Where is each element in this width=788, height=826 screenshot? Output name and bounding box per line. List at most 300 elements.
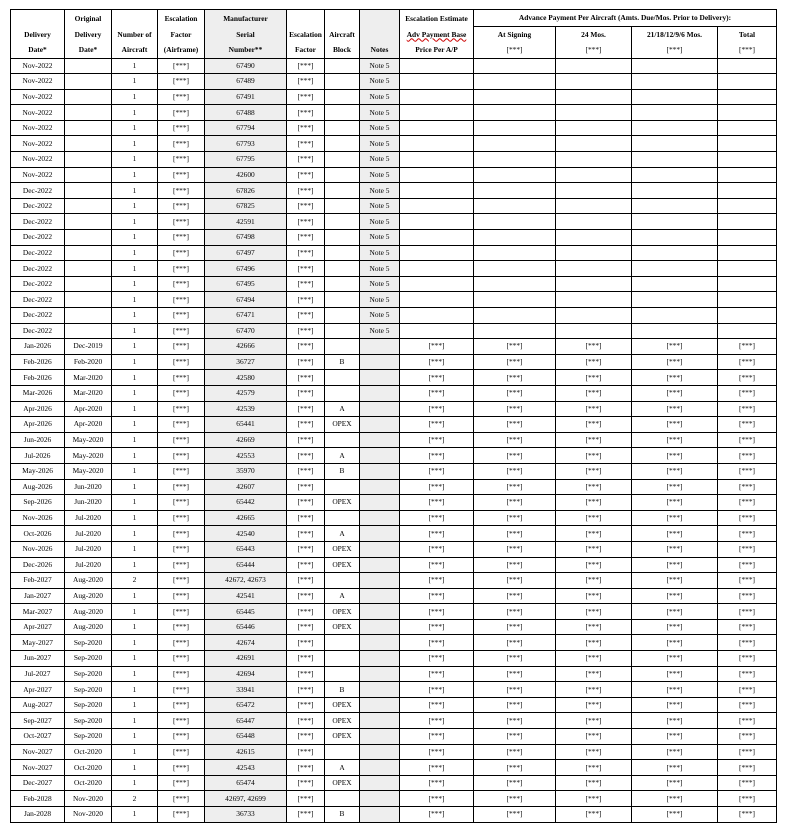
cell-total: [***] bbox=[718, 541, 777, 557]
header-msn-2: Serial bbox=[205, 26, 287, 42]
cell-24-mos: [***] bbox=[556, 479, 632, 495]
cell-escalation-factor: [***] bbox=[287, 74, 325, 90]
cell-24-mos: [***] bbox=[556, 775, 632, 791]
cell-24-mos: [***] bbox=[556, 385, 632, 401]
cell-notes: Note 5 bbox=[360, 152, 400, 168]
cell-24-mos: [***] bbox=[556, 370, 632, 386]
cell-serial-number: 42615 bbox=[205, 744, 287, 760]
cell-escalation-factor-airframe: [***] bbox=[158, 760, 205, 776]
cell-escalation-factor: [***] bbox=[287, 167, 325, 183]
cell-adv-payment-base-price: [***] bbox=[400, 432, 474, 448]
cell-escalation-factor-airframe: [***] bbox=[158, 152, 205, 168]
cell-delivery-date: Dec-2022 bbox=[11, 308, 65, 324]
cell-notes bbox=[360, 791, 400, 807]
cell-at-signing: [***] bbox=[474, 354, 556, 370]
cell-delivery-date: Nov-2022 bbox=[11, 136, 65, 152]
cell-notes bbox=[360, 557, 400, 573]
cell-serial-number: 65446 bbox=[205, 619, 287, 635]
cell-original-delivery-date bbox=[65, 105, 112, 121]
cell-aircraft-block: A bbox=[325, 588, 360, 604]
delivery-schedule-table-container bbox=[10, 9, 777, 823]
table-row bbox=[11, 713, 777, 729]
cell-escalation-factor-airframe: [***] bbox=[158, 510, 205, 526]
cell-delivery-date: Apr-2027 bbox=[11, 619, 65, 635]
cell-escalation-factor: [***] bbox=[287, 666, 325, 682]
cell-adv-payment-base-price bbox=[400, 230, 474, 246]
cell-original-delivery-date: Mar-2020 bbox=[65, 385, 112, 401]
header-escalation-3: Factor bbox=[287, 42, 325, 58]
cell-number-of-aircraft: 1 bbox=[112, 105, 158, 121]
cell-notes: Note 5 bbox=[360, 136, 400, 152]
cell-escalation-factor: [***] bbox=[287, 697, 325, 713]
cell-adv-payment-base-price: [***] bbox=[400, 682, 474, 698]
cell-at-signing: [***] bbox=[474, 463, 556, 479]
cell-at-signing bbox=[474, 292, 556, 308]
cell-original-delivery-date bbox=[65, 120, 112, 136]
cell-delivery-date: Jul-2026 bbox=[11, 448, 65, 464]
cell-at-signing: [***] bbox=[474, 401, 556, 417]
cell-original-delivery-date: May-2020 bbox=[65, 432, 112, 448]
cell-escalation-factor-airframe: [***] bbox=[158, 214, 205, 230]
cell-notes bbox=[360, 635, 400, 651]
header-delivery-date-1 bbox=[11, 10, 65, 27]
cell-delivery-date: Sep-2026 bbox=[11, 495, 65, 511]
cell-aircraft-block bbox=[325, 385, 360, 401]
cell-24-mos bbox=[556, 58, 632, 74]
cell-original-delivery-date bbox=[65, 183, 112, 199]
cell-delivery-date: Nov-2026 bbox=[11, 541, 65, 557]
cell-aircraft-block: A bbox=[325, 401, 360, 417]
cell-delivery-date: Jun-2027 bbox=[11, 651, 65, 667]
cell-escalation-factor: [***] bbox=[287, 588, 325, 604]
cell-serial-number: 65443 bbox=[205, 541, 287, 557]
cell-21-18-12-9-6-mos: [***] bbox=[632, 495, 718, 511]
cell-total: [***] bbox=[718, 510, 777, 526]
cell-24-mos: [***] bbox=[556, 339, 632, 355]
table-row bbox=[11, 682, 777, 698]
cell-total: [***] bbox=[718, 432, 777, 448]
cell-adv-payment-base-price bbox=[400, 214, 474, 230]
cell-total: [***] bbox=[718, 370, 777, 386]
cell-escalation-factor: [***] bbox=[287, 791, 325, 807]
cell-adv-payment-base-price bbox=[400, 198, 474, 214]
cell-number-of-aircraft: 1 bbox=[112, 510, 158, 526]
table-row bbox=[11, 588, 777, 604]
cell-21-18-12-9-6-mos: [***] bbox=[632, 682, 718, 698]
cell-delivery-date: May-2026 bbox=[11, 463, 65, 479]
cell-serial-number: 65444 bbox=[205, 557, 287, 573]
cell-total bbox=[718, 183, 777, 199]
cell-21-18-12-9-6-mos: [***] bbox=[632, 807, 718, 823]
cell-adv-payment-base-price bbox=[400, 323, 474, 339]
cell-aircraft-block: OPEX bbox=[325, 775, 360, 791]
cell-adv-payment-base-price: [***] bbox=[400, 339, 474, 355]
cell-delivery-date: Feb-2028 bbox=[11, 791, 65, 807]
cell-at-signing bbox=[474, 198, 556, 214]
cell-total: [***] bbox=[718, 619, 777, 635]
cell-escalation-factor: [***] bbox=[287, 308, 325, 324]
cell-adv-payment-base-price: [***] bbox=[400, 479, 474, 495]
cell-24-mos: [***] bbox=[556, 588, 632, 604]
cell-24-mos: [***] bbox=[556, 541, 632, 557]
cell-21-18-12-9-6-mos: [***] bbox=[632, 463, 718, 479]
cell-21-18-12-9-6-mos: [***] bbox=[632, 510, 718, 526]
cell-delivery-date: Nov-2027 bbox=[11, 760, 65, 776]
cell-total bbox=[718, 105, 777, 121]
table-row bbox=[11, 167, 777, 183]
cell-at-signing bbox=[474, 136, 556, 152]
cell-escalation-factor-airframe: [***] bbox=[158, 432, 205, 448]
cell-escalation-factor: [***] bbox=[287, 401, 325, 417]
cell-24-mos bbox=[556, 120, 632, 136]
cell-aircraft-block: B bbox=[325, 807, 360, 823]
cell-serial-number: 65447 bbox=[205, 713, 287, 729]
cell-original-delivery-date: Dec-2019 bbox=[65, 339, 112, 355]
cell-escalation-factor-airframe: [***] bbox=[158, 448, 205, 464]
cell-serial-number: 67494 bbox=[205, 292, 287, 308]
table-row bbox=[11, 417, 777, 433]
cell-original-delivery-date: Oct-2020 bbox=[65, 744, 112, 760]
header-delivery-date-2: Delivery bbox=[11, 26, 65, 42]
cell-escalation-factor: [***] bbox=[287, 183, 325, 199]
cell-serial-number: 42543 bbox=[205, 760, 287, 776]
table-row bbox=[11, 89, 777, 105]
cell-total: [***] bbox=[718, 682, 777, 698]
cell-total: [***] bbox=[718, 479, 777, 495]
cell-at-signing: [***] bbox=[474, 385, 556, 401]
cell-escalation-factor: [***] bbox=[287, 261, 325, 277]
cell-total: [***] bbox=[718, 807, 777, 823]
cell-aircraft-block: OPEX bbox=[325, 729, 360, 745]
cell-21-18-12-9-6-mos bbox=[632, 230, 718, 246]
table-row bbox=[11, 775, 777, 791]
header-escalation-airframe-3: (Airframe) bbox=[158, 42, 205, 58]
cell-serial-number: 42691 bbox=[205, 651, 287, 667]
cell-24-mos bbox=[556, 276, 632, 292]
cell-aircraft-block bbox=[325, 292, 360, 308]
cell-adv-payment-base-price: [***] bbox=[400, 526, 474, 542]
cell-escalation-factor: [***] bbox=[287, 463, 325, 479]
cell-notes: Note 5 bbox=[360, 245, 400, 261]
cell-original-delivery-date: Aug-2020 bbox=[65, 588, 112, 604]
cell-at-signing: [***] bbox=[474, 541, 556, 557]
cell-delivery-date: Feb-2026 bbox=[11, 354, 65, 370]
cell-21-18-12-9-6-mos: [***] bbox=[632, 651, 718, 667]
cell-aircraft-block bbox=[325, 479, 360, 495]
cell-notes bbox=[360, 604, 400, 620]
cell-delivery-date: Nov-2022 bbox=[11, 167, 65, 183]
cell-notes: Note 5 bbox=[360, 292, 400, 308]
cell-24-mos bbox=[556, 214, 632, 230]
cell-original-delivery-date: Apr-2020 bbox=[65, 401, 112, 417]
cell-24-mos: [***] bbox=[556, 729, 632, 745]
table-row bbox=[11, 152, 777, 168]
cell-24-mos: [***] bbox=[556, 791, 632, 807]
cell-notes bbox=[360, 713, 400, 729]
cell-at-signing bbox=[474, 74, 556, 90]
table-row bbox=[11, 635, 777, 651]
cell-serial-number: 42672, 42673 bbox=[205, 573, 287, 589]
cell-number-of-aircraft: 1 bbox=[112, 588, 158, 604]
header-original-delivery-3: Date* bbox=[65, 42, 112, 58]
cell-total: [***] bbox=[718, 635, 777, 651]
cell-escalation-factor: [***] bbox=[287, 339, 325, 355]
cell-at-signing: [***] bbox=[474, 432, 556, 448]
cell-delivery-date: Nov-2022 bbox=[11, 152, 65, 168]
table-row bbox=[11, 214, 777, 230]
cell-24-mos: [***] bbox=[556, 604, 632, 620]
cell-aircraft-block: OPEX bbox=[325, 713, 360, 729]
cell-escalation-factor-airframe: [***] bbox=[158, 619, 205, 635]
cell-notes: Note 5 bbox=[360, 230, 400, 246]
cell-total bbox=[718, 230, 777, 246]
cell-aircraft-block bbox=[325, 120, 360, 136]
cell-notes bbox=[360, 729, 400, 745]
cell-escalation-factor-airframe: [***] bbox=[158, 167, 205, 183]
cell-24-mos bbox=[556, 152, 632, 168]
cell-notes: Note 5 bbox=[360, 183, 400, 199]
cell-at-signing: [***] bbox=[474, 791, 556, 807]
cell-21-18-12-9-6-mos: [***] bbox=[632, 541, 718, 557]
cell-number-of-aircraft: 1 bbox=[112, 651, 158, 667]
cell-delivery-date: Dec-2022 bbox=[11, 183, 65, 199]
cell-escalation-factor: [***] bbox=[287, 198, 325, 214]
table-row bbox=[11, 573, 777, 589]
cell-serial-number: 67826 bbox=[205, 183, 287, 199]
cell-original-delivery-date: Oct-2020 bbox=[65, 775, 112, 791]
cell-escalation-factor: [***] bbox=[287, 619, 325, 635]
cell-aircraft-block bbox=[325, 308, 360, 324]
cell-escalation-factor-airframe: [***] bbox=[158, 74, 205, 90]
header-number-aircraft-2: Number of bbox=[112, 26, 158, 42]
table-row bbox=[11, 370, 777, 386]
cell-escalation-factor-airframe: [***] bbox=[158, 526, 205, 542]
cell-original-delivery-date bbox=[65, 136, 112, 152]
cell-21-18-12-9-6-mos bbox=[632, 292, 718, 308]
cell-at-signing: [***] bbox=[474, 495, 556, 511]
cell-escalation-factor-airframe: [***] bbox=[158, 276, 205, 292]
cell-original-delivery-date: Nov-2020 bbox=[65, 791, 112, 807]
cell-total: [***] bbox=[718, 791, 777, 807]
cell-adv-payment-base-price: [***] bbox=[400, 401, 474, 417]
header-msn-3: Number** bbox=[205, 42, 287, 58]
cell-escalation-factor: [***] bbox=[287, 417, 325, 433]
cell-total bbox=[718, 152, 777, 168]
table-row bbox=[11, 74, 777, 90]
cell-21-18-12-9-6-mos: [***] bbox=[632, 370, 718, 386]
cell-delivery-date: Apr-2027 bbox=[11, 682, 65, 698]
cell-24-mos: [***] bbox=[556, 495, 632, 511]
cell-aircraft-block bbox=[325, 261, 360, 277]
cell-total bbox=[718, 292, 777, 308]
table-row bbox=[11, 557, 777, 573]
cell-21-18-12-9-6-mos bbox=[632, 276, 718, 292]
cell-escalation-factor: [***] bbox=[287, 354, 325, 370]
cell-delivery-date: Dec-2022 bbox=[11, 323, 65, 339]
cell-number-of-aircraft: 1 bbox=[112, 385, 158, 401]
cell-delivery-date: Apr-2026 bbox=[11, 401, 65, 417]
cell-number-of-aircraft: 1 bbox=[112, 807, 158, 823]
cell-21-18-12-9-6-mos: [***] bbox=[632, 588, 718, 604]
cell-serial-number: 65442 bbox=[205, 495, 287, 511]
cell-21-18-12-9-6-mos: [***] bbox=[632, 729, 718, 745]
cell-number-of-aircraft: 1 bbox=[112, 463, 158, 479]
cell-21-18-12-9-6-mos: [***] bbox=[632, 697, 718, 713]
cell-notes: Note 5 bbox=[360, 308, 400, 324]
cell-total: [***] bbox=[718, 417, 777, 433]
cell-aircraft-block bbox=[325, 370, 360, 386]
cell-21-18-12-9-6-mos bbox=[632, 167, 718, 183]
cell-notes bbox=[360, 744, 400, 760]
cell-escalation-factor-airframe: [***] bbox=[158, 401, 205, 417]
cell-at-signing bbox=[474, 89, 556, 105]
cell-at-signing bbox=[474, 120, 556, 136]
cell-notes bbox=[360, 573, 400, 589]
cell-serial-number: 65448 bbox=[205, 729, 287, 745]
cell-aircraft-block bbox=[325, 214, 360, 230]
cell-total: [***] bbox=[718, 588, 777, 604]
cell-at-signing bbox=[474, 152, 556, 168]
cell-24-mos: [***] bbox=[556, 557, 632, 573]
cell-escalation-factor: [***] bbox=[287, 292, 325, 308]
cell-24-mos bbox=[556, 74, 632, 90]
cell-aircraft-block bbox=[325, 276, 360, 292]
table-row bbox=[11, 276, 777, 292]
table-row bbox=[11, 791, 777, 807]
cell-notes: Note 5 bbox=[360, 89, 400, 105]
cell-21-18-12-9-6-mos: [***] bbox=[632, 791, 718, 807]
cell-notes bbox=[360, 541, 400, 557]
cell-delivery-date: Jul-2027 bbox=[11, 666, 65, 682]
cell-number-of-aircraft: 2 bbox=[112, 573, 158, 589]
table-row bbox=[11, 495, 777, 511]
cell-adv-payment-base-price: [***] bbox=[400, 744, 474, 760]
cell-adv-payment-base-price bbox=[400, 89, 474, 105]
cell-21-18-12-9-6-mos: [***] bbox=[632, 432, 718, 448]
table-row bbox=[11, 292, 777, 308]
cell-adv-payment-base-price: [***] bbox=[400, 791, 474, 807]
cell-at-signing: [***] bbox=[474, 619, 556, 635]
cell-aircraft-block bbox=[325, 105, 360, 121]
cell-delivery-date: Sep-2027 bbox=[11, 713, 65, 729]
cell-21-18-12-9-6-mos: [***] bbox=[632, 713, 718, 729]
cell-adv-payment-base-price: [***] bbox=[400, 713, 474, 729]
cell-notes bbox=[360, 432, 400, 448]
table-row bbox=[11, 385, 777, 401]
table-row bbox=[11, 760, 777, 776]
cell-delivery-date: Apr-2026 bbox=[11, 417, 65, 433]
cell-escalation-factor: [***] bbox=[287, 323, 325, 339]
cell-delivery-date: Feb-2026 bbox=[11, 370, 65, 386]
cell-aircraft-block: OPEX bbox=[325, 697, 360, 713]
cell-24-mos bbox=[556, 105, 632, 121]
cell-escalation-factor: [***] bbox=[287, 744, 325, 760]
table-row bbox=[11, 479, 777, 495]
cell-serial-number: 36733 bbox=[205, 807, 287, 823]
cell-aircraft-block bbox=[325, 152, 360, 168]
cell-total: [***] bbox=[718, 354, 777, 370]
cell-aircraft-block bbox=[325, 339, 360, 355]
cell-aircraft-block: OPEX bbox=[325, 619, 360, 635]
header-at-signing: At Signing bbox=[474, 26, 556, 42]
cell-total bbox=[718, 276, 777, 292]
cell-delivery-date: Aug-2026 bbox=[11, 479, 65, 495]
cell-number-of-aircraft: 1 bbox=[112, 261, 158, 277]
cell-adv-payment-base-price: [***] bbox=[400, 448, 474, 464]
cell-number-of-aircraft: 1 bbox=[112, 495, 158, 511]
cell-delivery-date: Nov-2022 bbox=[11, 120, 65, 136]
cell-serial-number: 65441 bbox=[205, 417, 287, 433]
table-row bbox=[11, 666, 777, 682]
table-row bbox=[11, 432, 777, 448]
cell-adv-payment-base-price bbox=[400, 136, 474, 152]
header-notes-2 bbox=[360, 26, 400, 42]
cell-notes bbox=[360, 619, 400, 635]
cell-escalation-factor-airframe: [***] bbox=[158, 495, 205, 511]
cell-total: [***] bbox=[718, 713, 777, 729]
cell-21-18-12-9-6-mos bbox=[632, 214, 718, 230]
cell-original-delivery-date: May-2020 bbox=[65, 448, 112, 464]
cell-at-signing: [***] bbox=[474, 510, 556, 526]
cell-adv-payment-base-price bbox=[400, 261, 474, 277]
cell-escalation-factor: [***] bbox=[287, 651, 325, 667]
cell-notes bbox=[360, 417, 400, 433]
cell-escalation-factor: [***] bbox=[287, 105, 325, 121]
cell-total: [***] bbox=[718, 729, 777, 745]
cell-21-18-12-9-6-mos bbox=[632, 58, 718, 74]
cell-aircraft-block: A bbox=[325, 526, 360, 542]
cell-escalation-factor: [***] bbox=[287, 729, 325, 745]
cell-serial-number: 67497 bbox=[205, 245, 287, 261]
cell-adv-payment-base-price bbox=[400, 105, 474, 121]
cell-24-mos: [***] bbox=[556, 619, 632, 635]
cell-escalation-factor-airframe: [***] bbox=[158, 604, 205, 620]
cell-notes: Note 5 bbox=[360, 261, 400, 277]
table-row bbox=[11, 604, 777, 620]
header-escalation-estimate-1: Escalation Estimate bbox=[400, 10, 474, 27]
table-row bbox=[11, 105, 777, 121]
cell-serial-number: 67495 bbox=[205, 276, 287, 292]
cell-original-delivery-date: Jul-2020 bbox=[65, 557, 112, 573]
cell-delivery-date: Nov-2027 bbox=[11, 744, 65, 760]
cell-adv-payment-base-price: [***] bbox=[400, 729, 474, 745]
cell-notes bbox=[360, 479, 400, 495]
cell-escalation-factor: [***] bbox=[287, 682, 325, 698]
cell-adv-payment-base-price: [***] bbox=[400, 697, 474, 713]
cell-aircraft-block bbox=[325, 89, 360, 105]
cell-escalation-factor-airframe: [***] bbox=[158, 183, 205, 199]
cell-adv-payment-base-price: [***] bbox=[400, 385, 474, 401]
cell-serial-number: 67490 bbox=[205, 58, 287, 74]
header-escalation-2: Escalation bbox=[287, 26, 325, 42]
cell-serial-number: 67794 bbox=[205, 120, 287, 136]
cell-notes bbox=[360, 651, 400, 667]
cell-escalation-factor: [***] bbox=[287, 807, 325, 823]
cell-notes bbox=[360, 775, 400, 791]
cell-original-delivery-date bbox=[65, 214, 112, 230]
cell-aircraft-block bbox=[325, 573, 360, 589]
cell-delivery-date: Nov-2022 bbox=[11, 105, 65, 121]
cell-delivery-date: Dec-2022 bbox=[11, 276, 65, 292]
header-escalation-airframe-1: Escalation bbox=[158, 10, 205, 27]
cell-escalation-factor: [***] bbox=[287, 557, 325, 573]
table-row bbox=[11, 136, 777, 152]
cell-notes bbox=[360, 697, 400, 713]
cell-escalation-factor-airframe: [***] bbox=[158, 370, 205, 386]
cell-number-of-aircraft: 1 bbox=[112, 526, 158, 542]
cell-serial-number: 42665 bbox=[205, 510, 287, 526]
table-row bbox=[11, 354, 777, 370]
